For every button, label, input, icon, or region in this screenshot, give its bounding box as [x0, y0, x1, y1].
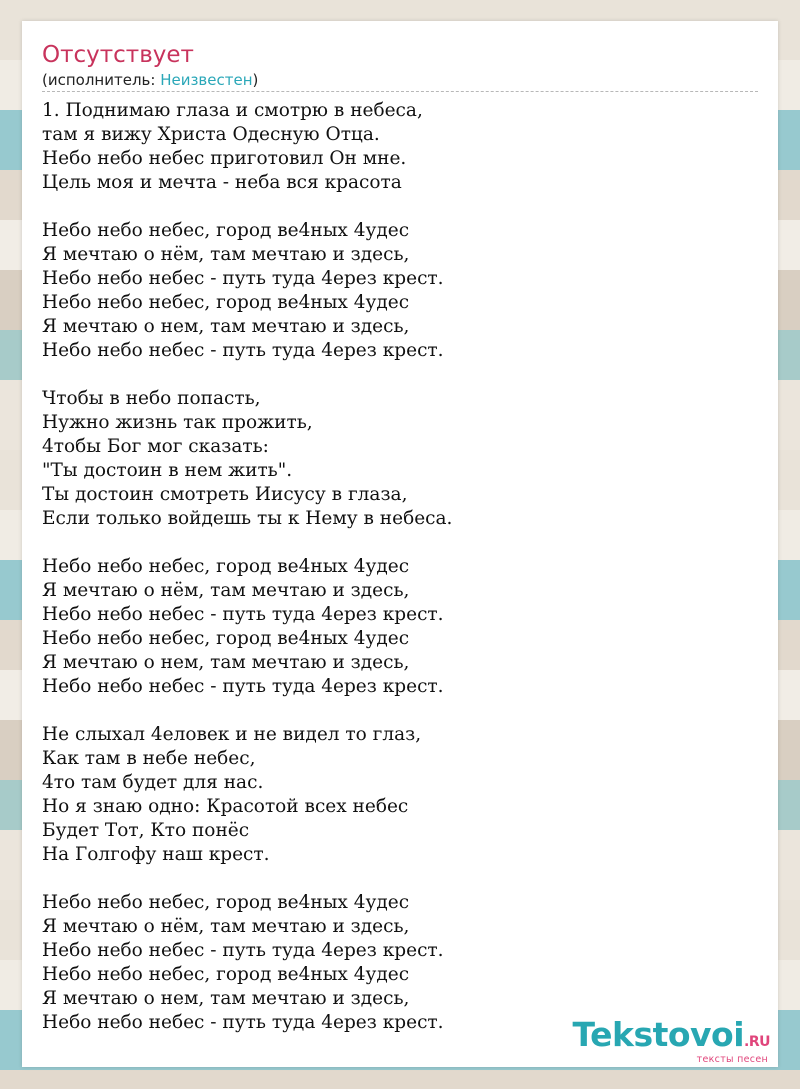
- lyrics-line: Цель моя и мечта - неба вся красота: [42, 172, 402, 193]
- lyrics-line: Не слыхал 4еловек и не видел то глаз,: [42, 724, 422, 745]
- lyrics-text: [42, 99, 758, 1035]
- artist-prefix: (исполнитель:: [42, 71, 161, 89]
- lyrics-line: Небо небо небес, город ве4ных 4удес: [42, 628, 410, 649]
- lyrics-line: Небо небо небес, город ве4ных 4удес: [42, 892, 410, 913]
- lyrics-line: Небо небо небес - путь туда 4ерез крест.: [42, 340, 444, 361]
- lyrics-blank-line: [42, 531, 758, 555]
- lyrics-line: Я мечтаю о нем, там мечтаю и здесь,: [42, 988, 410, 1009]
- lyrics-line: Я мечтаю о нём, там мечтаю и здесь,: [42, 580, 410, 601]
- logo-name: Tekstovoi: [572, 1015, 745, 1054]
- artist-link[interactable]: Неизвестен: [160, 71, 253, 89]
- lyrics-line: Небо небо небес - путь туда 4ерез крест.: [42, 604, 444, 625]
- logo-tld: .RU: [744, 1034, 770, 1050]
- lyrics-line: 4тобы Бог мог сказать:: [42, 436, 269, 457]
- lyrics-blank-line: [42, 195, 758, 219]
- lyrics-line: Небо небо небес - путь туда 4ерез крест.: [42, 268, 444, 289]
- lyrics-line: 4то там будет для нас.: [42, 772, 264, 793]
- lyrics-line: Как там в небе небес,: [42, 748, 256, 769]
- lyrics-line: 1. Поднимаю глаза и смотрю в небеса,: [42, 100, 423, 121]
- lyrics-line: Чтобы в небо попасть,: [42, 388, 261, 409]
- lyrics-line: там я вижу Христа Одесную Отца.: [42, 124, 380, 145]
- lyrics-line: Но я знаю одно: Красотой всех небес: [42, 796, 409, 817]
- lyrics-line: Небо небо небес, город ве4ных 4удес: [42, 292, 410, 313]
- lyrics-line: "Ты достоин в нем жить".: [42, 460, 293, 481]
- lyrics-line: Небо небо небес, город ве4ных 4удес: [42, 964, 410, 985]
- lyrics-blank-line: [42, 867, 758, 891]
- song-header: [42, 41, 758, 92]
- lyrics-line: Будет Тот, Кто понёс: [42, 820, 250, 841]
- lyrics-line: Я мечтаю о нем, там мечтаю и здесь,: [42, 316, 410, 337]
- lyrics-line: Небо небо небес - путь туда 4ерез крест.: [42, 940, 444, 961]
- lyrics-line: Небо небо небес, город ве4ных 4удес: [42, 556, 410, 577]
- artist-suffix: ): [252, 71, 259, 89]
- lyrics-card: [22, 21, 778, 1067]
- lyrics-line: Если только войдешь ты к Нему в небеса.: [42, 508, 453, 529]
- lyrics-line: Небо небо небес - путь туда 4ерез крест.: [42, 676, 444, 697]
- lyrics-line: Небо небо небес - путь туда 4ерез крест.: [42, 1012, 444, 1033]
- lyrics-line: Я мечтаю о нём, там мечтаю и здесь,: [42, 916, 410, 937]
- logo-tagline: тексты песен: [696, 1054, 768, 1065]
- song-title: Отсутствует: [42, 42, 194, 68]
- site-logo[interactable]: [550, 1017, 770, 1065]
- lyrics-line: Небо небо небес приготовил Он мне.: [42, 148, 407, 169]
- lyrics-line: Ты достоин смотреть Иисусу в глаза,: [42, 484, 408, 505]
- lyrics-line: На Голгофу наш крест.: [42, 844, 270, 865]
- artist-line: [42, 70, 758, 92]
- lyrics-line: Небо небо небес, город ве4ных 4удес: [42, 220, 410, 241]
- lyrics-line: Я мечтаю о нем, там мечтаю и здесь,: [42, 652, 410, 673]
- lyrics-blank-line: [42, 699, 758, 723]
- lyrics-line: Я мечтаю о нём, там мечтаю и здесь,: [42, 244, 410, 265]
- lyrics-blank-line: [42, 363, 758, 387]
- lyrics-line: Нужно жизнь так прожить,: [42, 412, 313, 433]
